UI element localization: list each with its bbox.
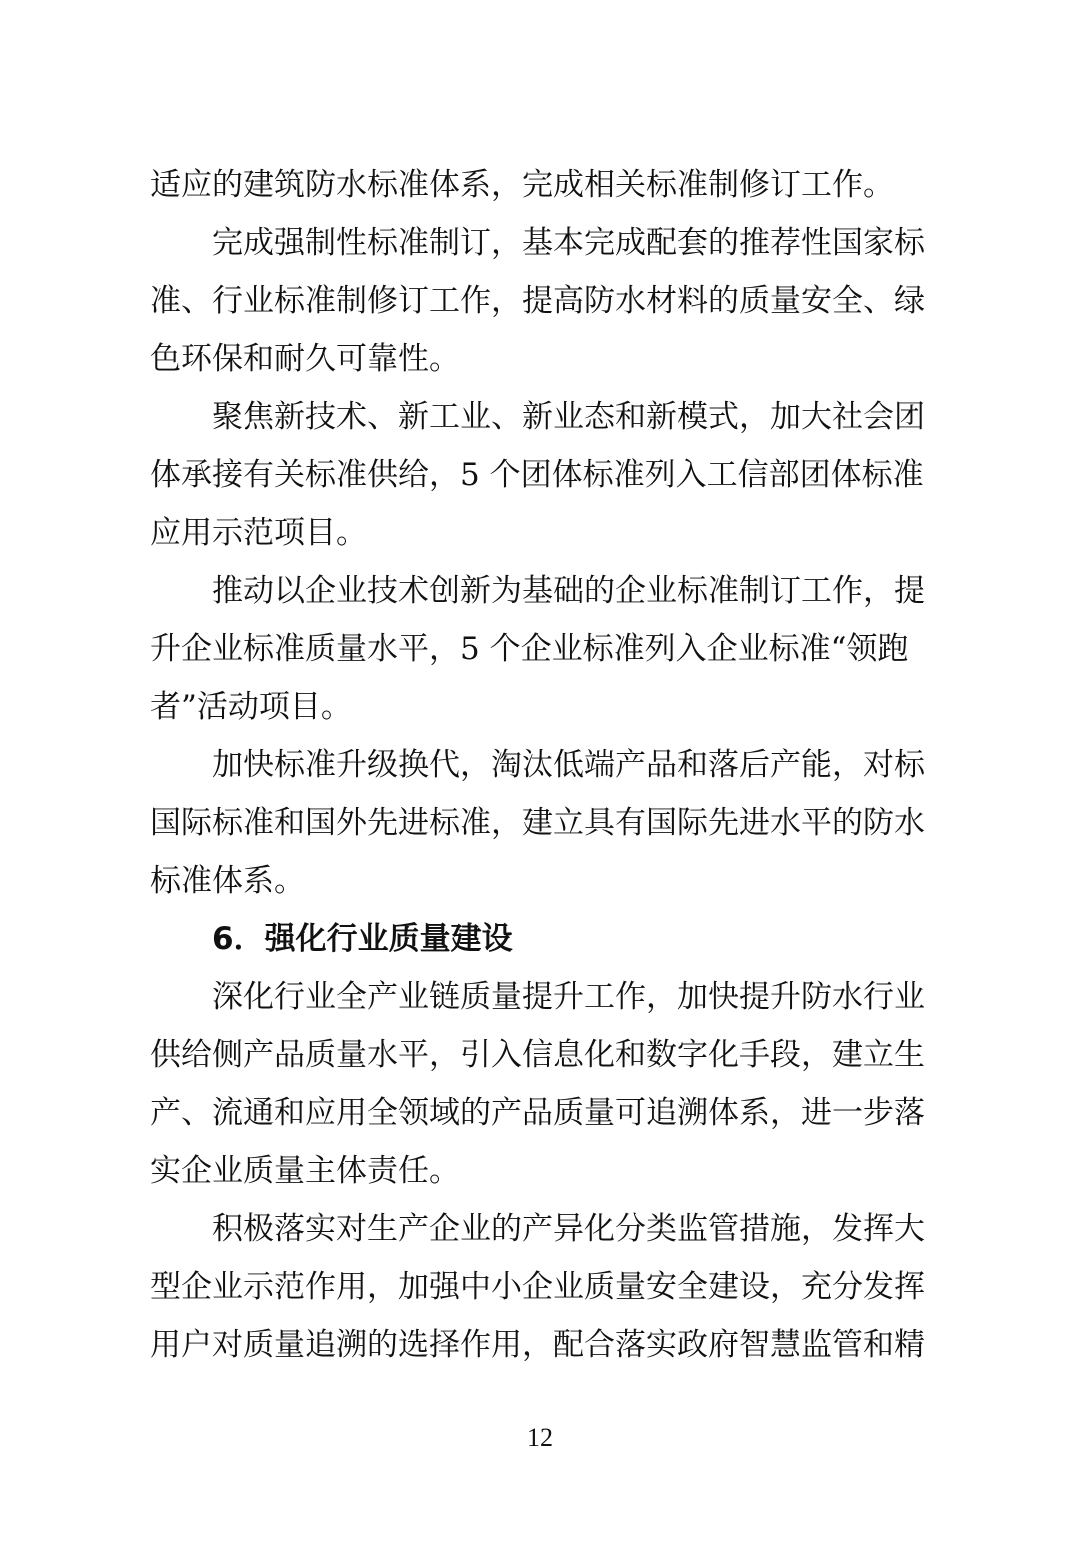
text-line: 深化行业全产业链质量提升工作，加快提升防水行业 — [212, 979, 925, 1015]
text-line: 用户对质量追溯的选择作用，配合落实政府智慧监管和精 — [150, 1327, 925, 1363]
text-line: 完成强制性标准制订，基本完成配套的推荐性国家标 — [212, 225, 925, 261]
text-line: 推动以企业技术创新为基础的企业标准制订工作，提 — [212, 573, 925, 609]
text-line: 标准体系。 — [150, 863, 305, 899]
text-line: 实企业质量主体责任。 — [150, 1153, 460, 1189]
text-line: 准、行业标准制修订工作，提高防水材料的质量安全、绿 — [150, 283, 925, 319]
text-line: 国际标准和国外先进标准，建立具有国际先进水平的防水 — [150, 805, 925, 841]
text-line: 聚焦新技术、新工业、新业态和新模式，加大社会团 — [212, 399, 925, 435]
text-line: 体承接有关标准供给，5 个团体标准列入工信部团体标准 — [150, 457, 924, 493]
text-line: 者”活动项目。 — [150, 689, 352, 725]
text-line: 积极落实对生产企业的产异化分类监管措施，发挥大 — [212, 1211, 925, 1247]
body-text — [150, 156, 938, 1374]
text-line: 应用示范项目。 — [150, 515, 367, 551]
text-line: 产、流通和应用全领域的产品质量可追溯体系，进一步落 — [150, 1095, 925, 1131]
text-line: 供给侧产品质量水平，引入信息化和数字化手段，建立生 — [150, 1037, 925, 1073]
page-number: 12 — [527, 1423, 553, 1452]
text-line: 加快标准升级换代，淘汰低端产品和落后产能，对标 — [212, 747, 925, 783]
text-line: 适应的建筑防水标准体系，完成相关标准制修订工作。 — [150, 167, 894, 203]
section-heading: 6．强化行业质量建设 — [212, 921, 513, 957]
text-line: 升企业标准质量水平，5 个企业标准列入企业标准“领跑 — [150, 631, 909, 667]
text-line: 型企业示范作用，加强中小企业质量安全建设，充分发挥 — [150, 1269, 925, 1305]
text-line: 色环保和耐久可靠性。 — [150, 341, 460, 377]
